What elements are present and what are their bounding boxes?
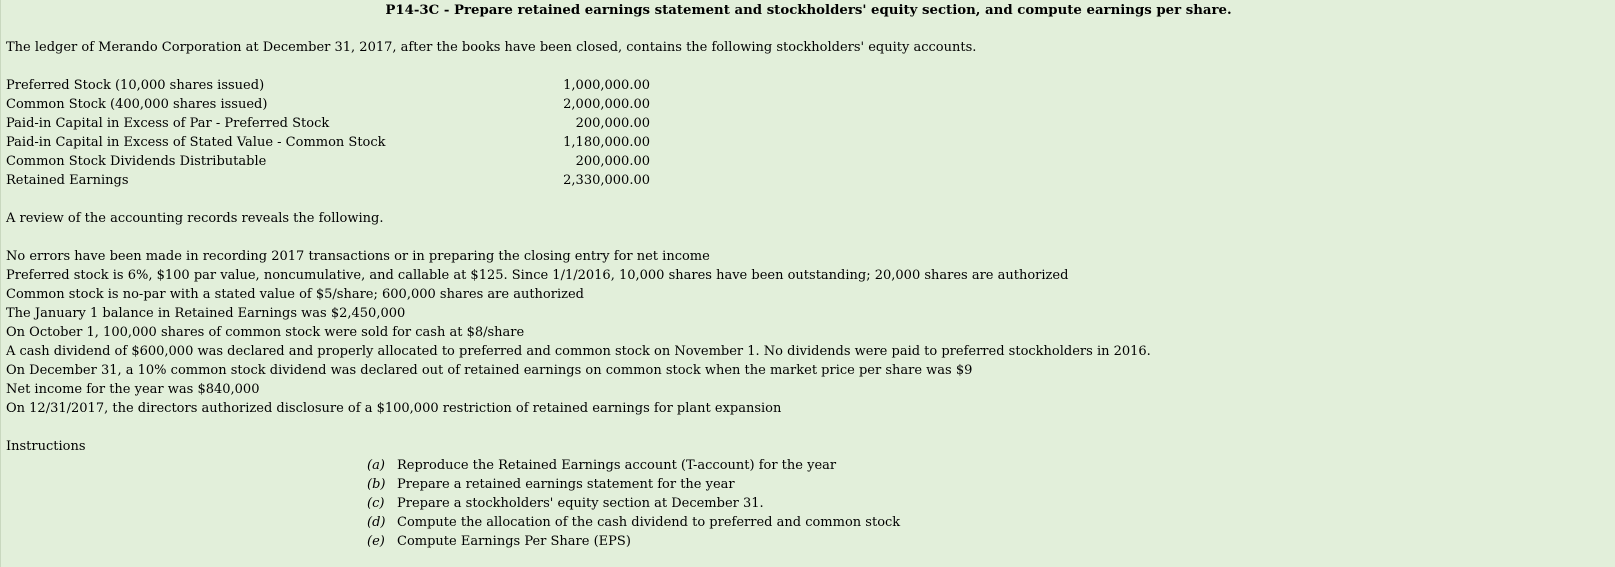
review-item: On October 1, 100,000 shares of common stock were sold for cash at $8/share — [6, 325, 525, 340]
instructions-heading: Instructions — [6, 439, 86, 454]
instruction-text: Compute the allocation of the cash dividend to preferred and common stock — [397, 515, 901, 530]
account-label: Paid-in Capital in Excess of Par - Preferred Stock — [6, 116, 330, 131]
instruction-item — [367, 475, 735, 494]
review-heading: A review of the accounting records reveals the following. — [6, 211, 384, 226]
account-label: Retained Earnings — [6, 173, 129, 188]
instruction-text: Prepare a retained earnings statement for the year — [397, 477, 735, 492]
review-item: The January 1 balance in Retained Earnings was $2,450,000 — [6, 306, 406, 321]
problem-title: P14-3C - Prepare retained earnings statement and stockholders' equity section, and compute earnings per share. — [385, 3, 1232, 18]
account-row — [6, 95, 650, 114]
account-row — [6, 152, 650, 171]
instruction-item — [367, 513, 900, 532]
account-row — [6, 76, 650, 95]
account-amount: 1,000,000.00 — [563, 78, 650, 93]
account-label: Paid-in Capital in Excess of Stated Value - Common Stock — [6, 135, 386, 150]
instruction-letter: (b) — [367, 477, 386, 492]
account-row — [6, 171, 650, 190]
account-amount: 200,000.00 — [575, 154, 650, 169]
review-item: On 12/31/2017, the directors authorized disclosure of a $100,000 restriction of retained earnings for plant expansion — [6, 401, 782, 416]
review-item: Common stock is no-par with a stated value of $5/share; 600,000 shares are authorized — [6, 287, 584, 302]
review-item: No errors have been made in recording 2017 transactions or in preparing the closing entry for net income — [6, 249, 710, 264]
instruction-letter: (c) — [367, 496, 385, 511]
account-amount: 2,000,000.00 — [563, 97, 650, 112]
instruction-text: Reproduce the Retained Earnings account (T-account) for the year — [397, 458, 837, 473]
account-row — [6, 133, 650, 152]
instruction-letter: (a) — [367, 458, 385, 473]
instruction-item — [367, 532, 631, 551]
intro-text: The ledger of Merando Corporation at December 31, 2017, after the books have been closed, contains the following stockholders' equity accounts. — [6, 40, 977, 55]
account-amount: 200,000.00 — [575, 116, 650, 131]
account-label: Preferred Stock (10,000 shares issued) — [6, 78, 265, 93]
review-item: On December 31, a 10% common stock dividend was declared out of retained earnings on common stock when the market price per share was $9 — [6, 363, 973, 378]
instruction-letter: (e) — [367, 534, 385, 549]
instruction-text: Prepare a stockholders' equity section at December 31. — [397, 496, 764, 511]
review-item: A cash dividend of $600,000 was declared and properly allocated to preferred and common stock on November 1. No dividends were paid to preferred stockholders in 2016. — [6, 344, 1151, 359]
account-label: Common Stock (400,000 shares issued) — [6, 97, 268, 112]
instruction-item — [367, 494, 764, 513]
account-label: Common Stock Dividends Distributable — [6, 154, 267, 169]
review-item: Net income for the year was $840,000 — [6, 382, 260, 397]
account-amount: 2,330,000.00 — [563, 173, 650, 188]
instruction-text: Compute Earnings Per Share (EPS) — [397, 534, 631, 549]
review-item: Preferred stock is 6%, $100 par value, noncumulative, and callable at $125. Since 1/1/2016, 10,000 shares have been outstanding; 20,000 shares are authorized — [6, 268, 1069, 283]
account-amount: 1,180,000.00 — [563, 135, 650, 150]
instruction-letter: (d) — [367, 515, 386, 530]
account-row — [6, 114, 650, 133]
instruction-item — [367, 456, 836, 475]
